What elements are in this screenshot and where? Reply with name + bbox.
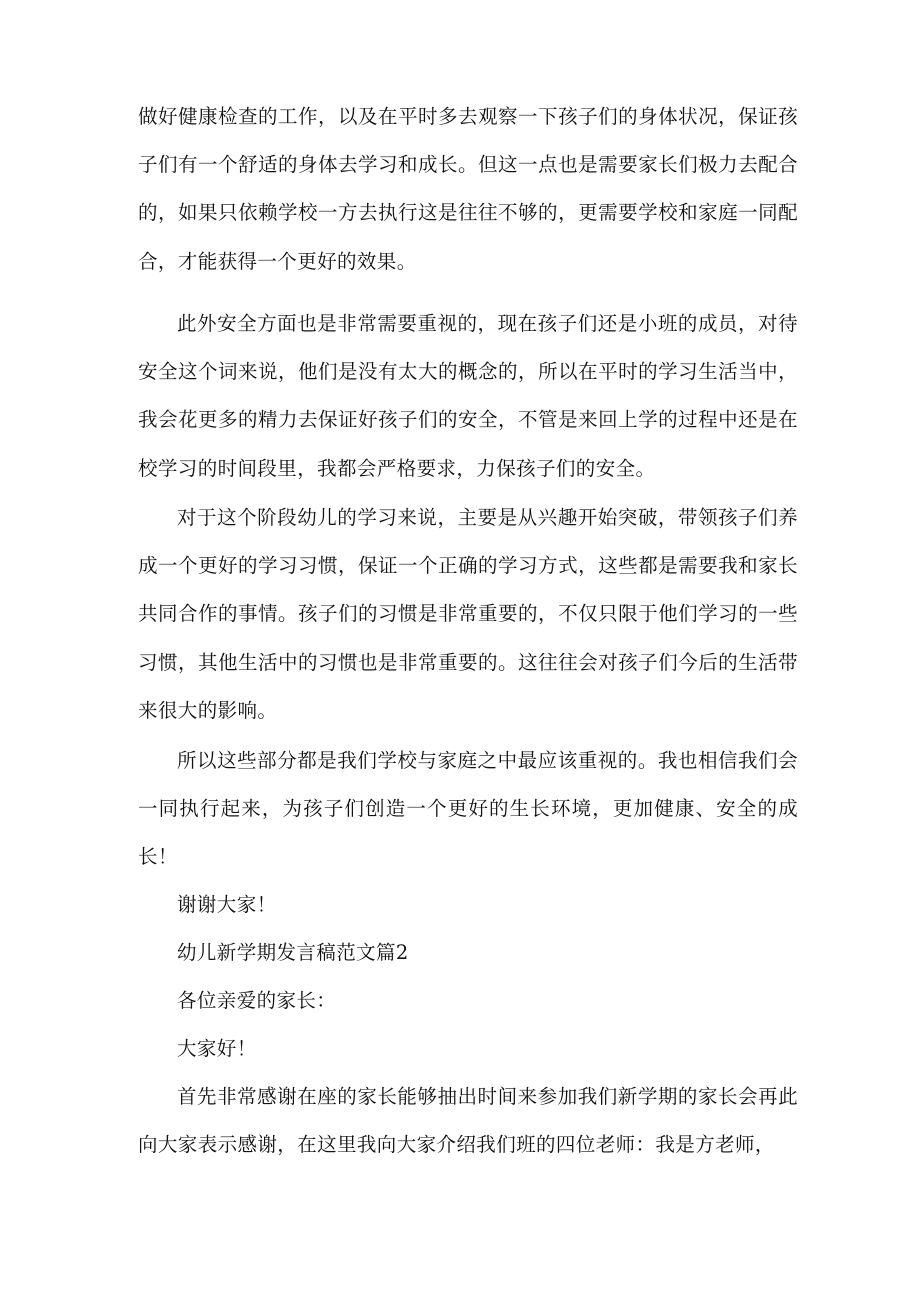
section-title: 幼儿新学期发言稿范文篇2 xyxy=(177,941,409,964)
paragraph-health-check: 做好健康检查的工作，以及在平时多去观察一下孩子们的身体状况，保证孩子们有一个舒适的身体去学习和成长。但这一点也是需要家长们极力去配合的，如果只依赖学校一方去执行这是往往不够的，更需要学校和家庭一同配合，才能获得一个更好的效果。 xyxy=(138,105,798,273)
thanks-line: 谢谢大家！ xyxy=(177,893,277,916)
paragraph-introduction: 首先非常感谢在座的家长能够抽出时间来参加我们新学期的家长会再此向大家表示感谢，在这里我向大家介绍我们班的四位老师：我是方老师， xyxy=(138,1085,798,1157)
greeting-hello: 大家好！ xyxy=(177,1037,257,1060)
greeting-parents: 各位亲爱的家长： xyxy=(177,989,337,1012)
paragraph-learning-habits: 对于这个阶段幼儿的学习来说，主要是从兴趣开始突破，带领孩子们养成一个更好的学习习惯，保证一个正确的学习方式，这些都是需要我和家长共同合作的事情。孩子们的习惯是非常重要的，不仅只限于他们学习的一些习惯，其他生活中的习惯也是非常重要的。这往往会对孩子们今后的生活带来很大的影响。 xyxy=(138,506,798,722)
paragraph-conclusion: 所以这些部分都是我们学校与家庭之中最应该重视的。我也相信我们会一同执行起来，为孩子们创造一个更好的生长环境，更加健康、安全的成长！ xyxy=(138,749,798,869)
paragraph-safety: 此外安全方面也是非常需要重视的，现在孩子们还是小班的成员，对待安全这个词来说，他们是没有太大的概念的，所以在平时的学习生活当中，我会花更多的精力去保证好孩子们的安全，不管是来回上学的过程中还是在校学习的时间段里，我都会严格要求，力保孩子们的安全。 xyxy=(138,312,798,480)
